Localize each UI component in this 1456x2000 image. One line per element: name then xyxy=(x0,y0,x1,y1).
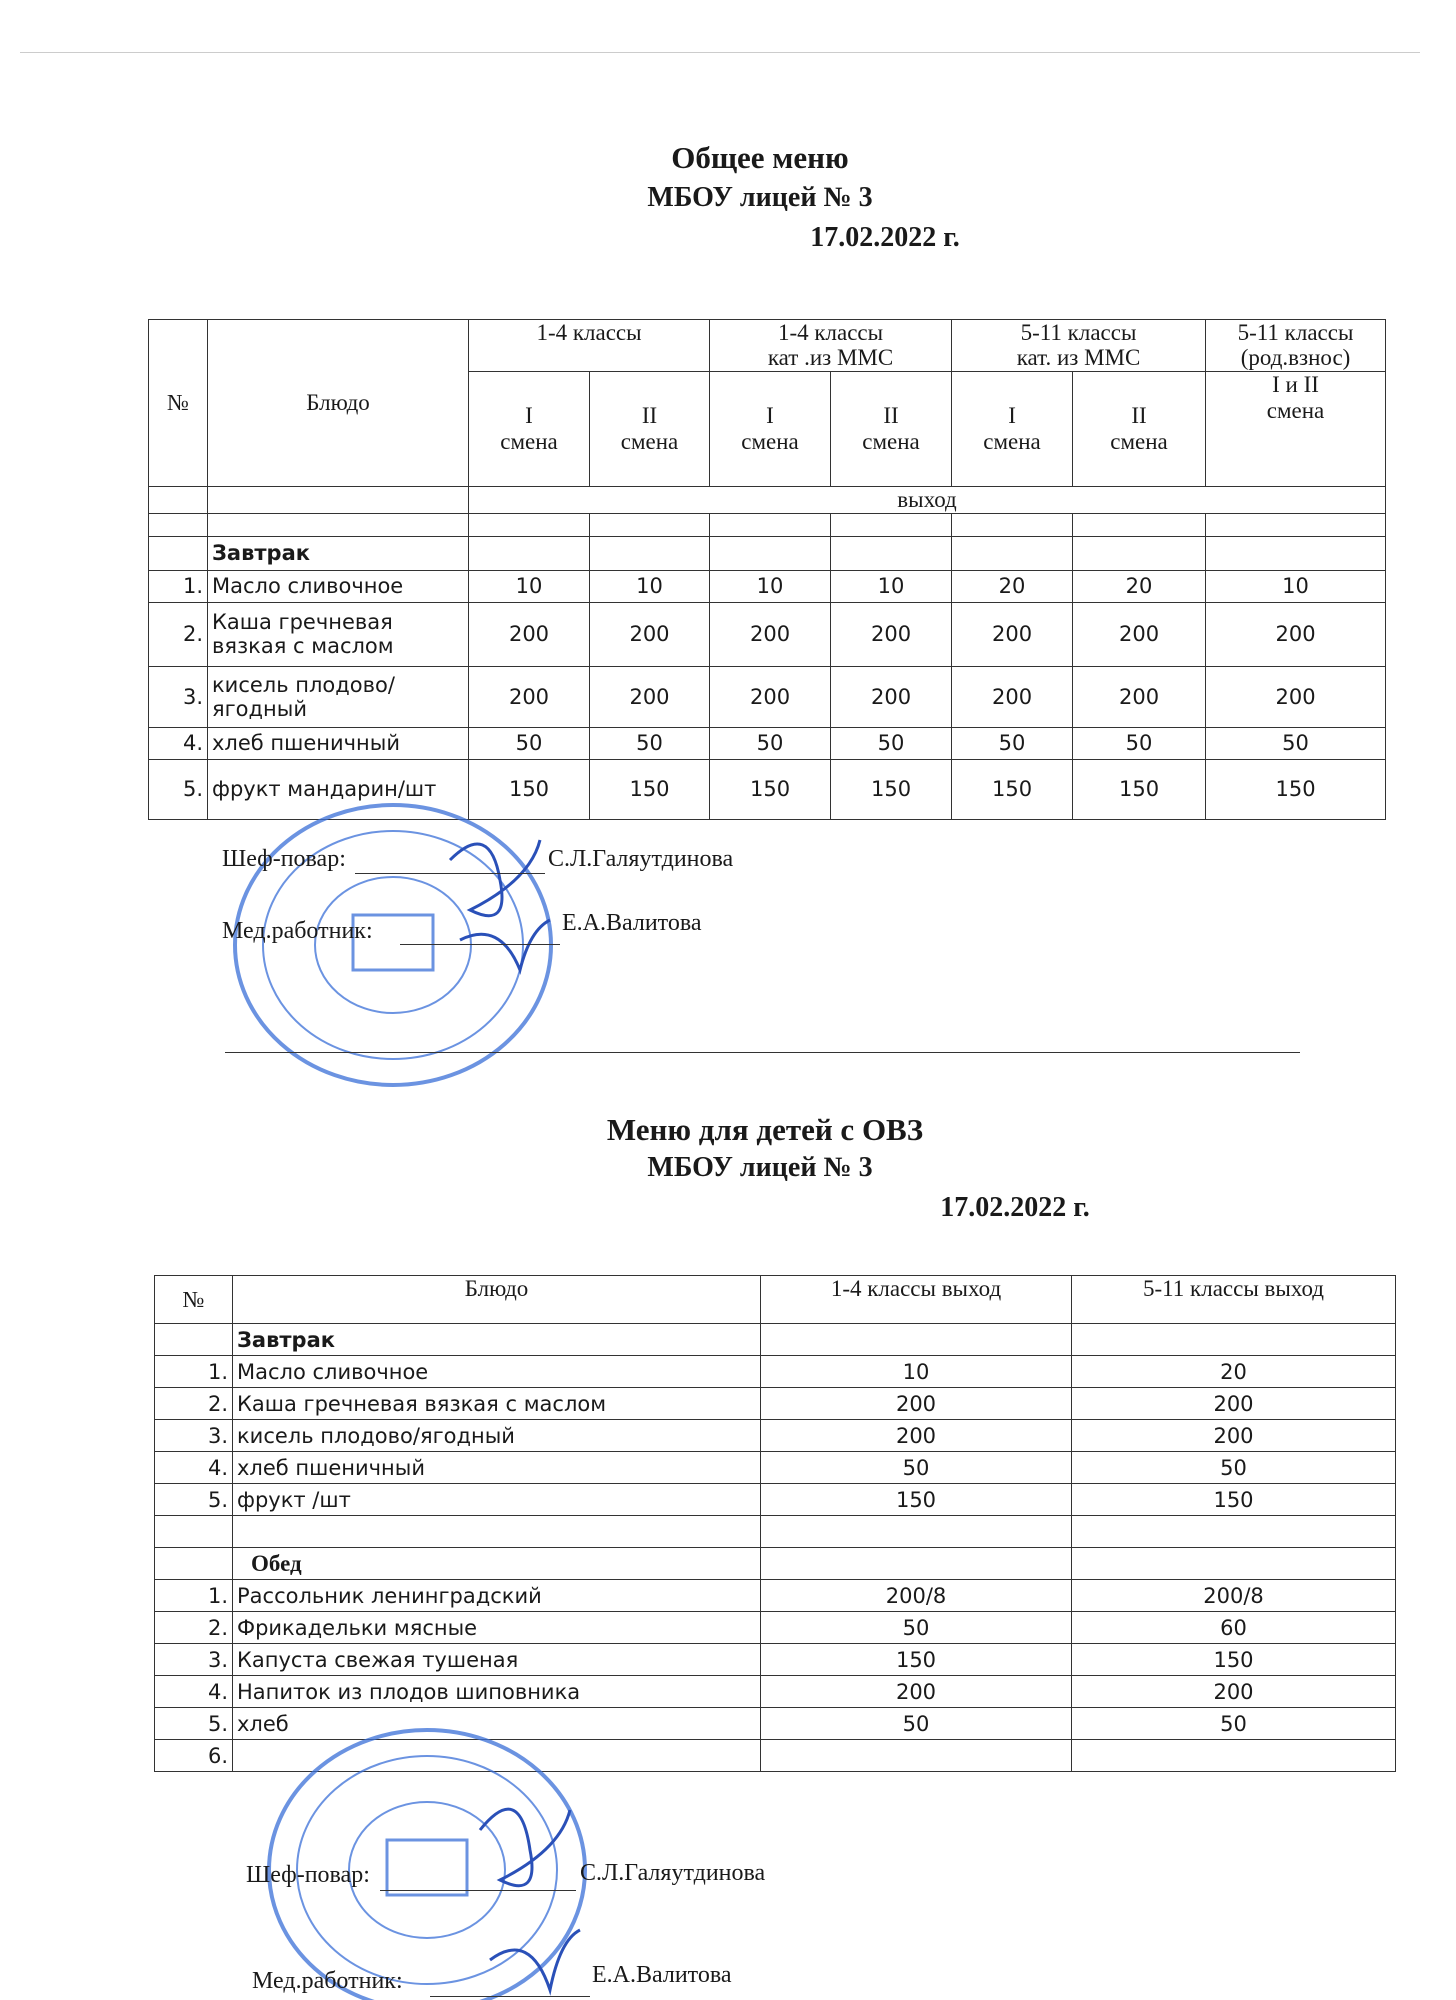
portion-value: 200 xyxy=(1073,602,1206,666)
menu1-school: МБОУ лицей № 3 xyxy=(647,182,873,213)
row-number: 5. xyxy=(149,759,208,819)
header-col2: 5-11 классы выход xyxy=(1072,1276,1396,1324)
table-row xyxy=(155,1612,1396,1644)
portion-value: 200 xyxy=(1073,666,1206,727)
dish-name: Масло сливочное xyxy=(233,1356,761,1388)
menu1-title: Общее меню xyxy=(671,140,849,175)
output-label: выход xyxy=(469,486,1386,513)
portion-5-11: 150 xyxy=(1072,1484,1396,1516)
row-number: 4. xyxy=(149,727,208,759)
dish-name: Каша гречневая вязкая с маслом xyxy=(233,1388,761,1420)
chef-name: С.Л.Галяутдинова xyxy=(580,1860,766,1886)
portion-value: 150 xyxy=(952,759,1073,819)
row-number: 5. xyxy=(155,1484,233,1516)
portion-1-4: 200/8 xyxy=(761,1580,1072,1612)
row-number: 6. xyxy=(155,1740,233,1772)
med-name: Е.А.Валитова xyxy=(592,1962,732,1988)
portion-5-11: 50 xyxy=(1072,1452,1396,1484)
signature-line xyxy=(355,873,545,874)
med-label: Мед.работник: xyxy=(252,1968,403,1994)
menu2-date: 17.02.2022 г. xyxy=(940,1192,1090,1223)
portion-1-4: 200 xyxy=(761,1676,1072,1708)
portion-1-4: 50 xyxy=(761,1452,1072,1484)
med-label: Мед.работник: xyxy=(222,918,373,944)
header-shift: I смена xyxy=(469,371,590,486)
header-shift: I смена xyxy=(710,371,831,486)
portion-value: 20 xyxy=(952,570,1073,602)
table-row xyxy=(155,1644,1396,1676)
portion-value: 150 xyxy=(1073,759,1206,819)
portion-value: 150 xyxy=(469,759,590,819)
header-col1: 1-4 классы выход xyxy=(761,1276,1072,1324)
portion-value: 200 xyxy=(831,666,952,727)
dish-name: Масло сливочное xyxy=(208,570,469,602)
signature-line xyxy=(430,1996,590,1997)
portion-value: 200 xyxy=(831,602,952,666)
header-group: 5-11 классы кат. из ММС xyxy=(952,320,1206,372)
header-group: 1-4 классы xyxy=(469,320,710,372)
chef-label: Шеф-повар: xyxy=(246,1862,370,1888)
portion-value: 200 xyxy=(710,602,831,666)
header-shift: I смена xyxy=(952,371,1073,486)
signature-line xyxy=(400,944,560,945)
portion-value: 50 xyxy=(469,727,590,759)
portion-1-4: 150 xyxy=(761,1644,1072,1676)
portion-1-4: 200 xyxy=(761,1420,1072,1452)
portion-5-11: 150 xyxy=(1072,1644,1396,1676)
menu2-table xyxy=(154,1275,1396,1772)
portion-value: 200 xyxy=(590,666,710,727)
dish-name: Каша гречневая вязкая с маслом xyxy=(208,602,469,666)
portion-5-11: 50 xyxy=(1072,1708,1396,1740)
header-shift: II смена xyxy=(1073,371,1206,486)
portion-5-11: 200/8 xyxy=(1072,1580,1396,1612)
dish-name: фрукт мандарин/шт xyxy=(208,759,469,819)
menu1-table xyxy=(148,319,1386,820)
portion-5-11: 20 xyxy=(1072,1356,1396,1388)
dish-name: хлеб пшеничный xyxy=(233,1452,761,1484)
table-row xyxy=(155,1580,1396,1612)
row-number: 4. xyxy=(155,1452,233,1484)
portion-value: 200 xyxy=(952,666,1073,727)
section-breakfast: Завтрак xyxy=(208,536,469,570)
portion-5-11: 60 xyxy=(1072,1612,1396,1644)
dish-name: кисель плодово/ягодный xyxy=(208,666,469,727)
portion-1-4: 150 xyxy=(761,1484,1072,1516)
table-row xyxy=(149,666,1386,727)
row-number: 2. xyxy=(155,1388,233,1420)
portion-value: 50 xyxy=(1206,727,1386,759)
portion-value: 50 xyxy=(710,727,831,759)
section-lunch: Обед xyxy=(233,1548,761,1580)
row-number: 3. xyxy=(155,1420,233,1452)
menu1-date: 17.02.2022 г. xyxy=(810,222,960,253)
row-number: 5. xyxy=(155,1708,233,1740)
portion-1-4 xyxy=(761,1740,1072,1772)
separator-line xyxy=(225,1052,1300,1053)
row-number: 4. xyxy=(155,1676,233,1708)
header-dish: Блюдо xyxy=(208,320,469,487)
portion-value: 200 xyxy=(952,602,1073,666)
scan-edge-line xyxy=(20,52,1420,53)
header-group: 5-11 классы (род.взнос) xyxy=(1206,320,1386,372)
dish-name: Напиток из плодов шиповника xyxy=(233,1676,761,1708)
portion-value: 10 xyxy=(831,570,952,602)
portion-value: 10 xyxy=(1206,570,1386,602)
portion-value: 150 xyxy=(1206,759,1386,819)
row-number: 1. xyxy=(155,1580,233,1612)
portion-value: 200 xyxy=(1206,666,1386,727)
portion-value: 200 xyxy=(590,602,710,666)
portion-value: 200 xyxy=(469,666,590,727)
table-row xyxy=(155,1356,1396,1388)
row-number: 2. xyxy=(149,602,208,666)
row-number: 1. xyxy=(155,1356,233,1388)
dish-name: Фрикадельки мясные xyxy=(233,1612,761,1644)
header-group: 1-4 классы кат .из ММС xyxy=(710,320,952,372)
med-name: Е.А.Валитова xyxy=(562,910,702,936)
portion-value: 150 xyxy=(710,759,831,819)
header-dish: Блюдо xyxy=(233,1276,761,1324)
portion-value: 50 xyxy=(831,727,952,759)
portion-5-11: 200 xyxy=(1072,1388,1396,1420)
table-row xyxy=(155,1420,1396,1452)
chef-label: Шеф-повар: xyxy=(222,846,346,872)
portion-value: 10 xyxy=(710,570,831,602)
portion-5-11: 200 xyxy=(1072,1420,1396,1452)
portion-1-4: 10 xyxy=(761,1356,1072,1388)
row-number: 3. xyxy=(155,1644,233,1676)
table-row xyxy=(155,1484,1396,1516)
portion-value: 150 xyxy=(831,759,952,819)
portion-value: 200 xyxy=(469,602,590,666)
dish-name: Рассольник ленинградский xyxy=(233,1580,761,1612)
row-number: 1. xyxy=(149,570,208,602)
portion-value: 50 xyxy=(952,727,1073,759)
header-shift: I и II смена xyxy=(1206,371,1386,486)
table-row xyxy=(155,1676,1396,1708)
dish-name: Капуста свежая тушеная xyxy=(233,1644,761,1676)
dish-name: хлеб xyxy=(233,1708,761,1740)
table-row xyxy=(155,1388,1396,1420)
portion-value: 20 xyxy=(1073,570,1206,602)
portion-value: 150 xyxy=(590,759,710,819)
portion-value: 200 xyxy=(1206,602,1386,666)
portion-5-11 xyxy=(1072,1740,1396,1772)
table-row xyxy=(155,1452,1396,1484)
menu2-school: МБОУ лицей № 3 xyxy=(647,1152,873,1183)
table-row xyxy=(149,602,1386,666)
header-shift: II смена xyxy=(590,371,710,486)
portion-1-4: 200 xyxy=(761,1388,1072,1420)
portion-value: 50 xyxy=(590,727,710,759)
portion-value: 10 xyxy=(590,570,710,602)
section-breakfast: Завтрак xyxy=(233,1324,761,1356)
table-row xyxy=(149,570,1386,602)
dish-name: хлеб пшеничный xyxy=(208,727,469,759)
header-shift: II смена xyxy=(831,371,952,486)
row-number: 2. xyxy=(155,1612,233,1644)
table-row xyxy=(149,727,1386,759)
portion-5-11: 200 xyxy=(1072,1676,1396,1708)
signature-scribble xyxy=(430,820,560,980)
portion-value: 50 xyxy=(1073,727,1206,759)
row-number: 3. xyxy=(149,666,208,727)
dish-name: фрукт /шт xyxy=(233,1484,761,1516)
portion-value: 10 xyxy=(469,570,590,602)
signature-line xyxy=(380,1890,576,1891)
portion-1-4: 50 xyxy=(761,1708,1072,1740)
dish-name: кисель плодово/ягодный xyxy=(233,1420,761,1452)
header-num: № xyxy=(149,320,208,487)
portion-value: 200 xyxy=(710,666,831,727)
header-num: № xyxy=(155,1276,233,1324)
chef-name: С.Л.Галяутдинова xyxy=(548,846,734,872)
menu2-title: Меню для детей с ОВЗ xyxy=(606,1112,924,1147)
portion-1-4: 50 xyxy=(761,1612,1072,1644)
